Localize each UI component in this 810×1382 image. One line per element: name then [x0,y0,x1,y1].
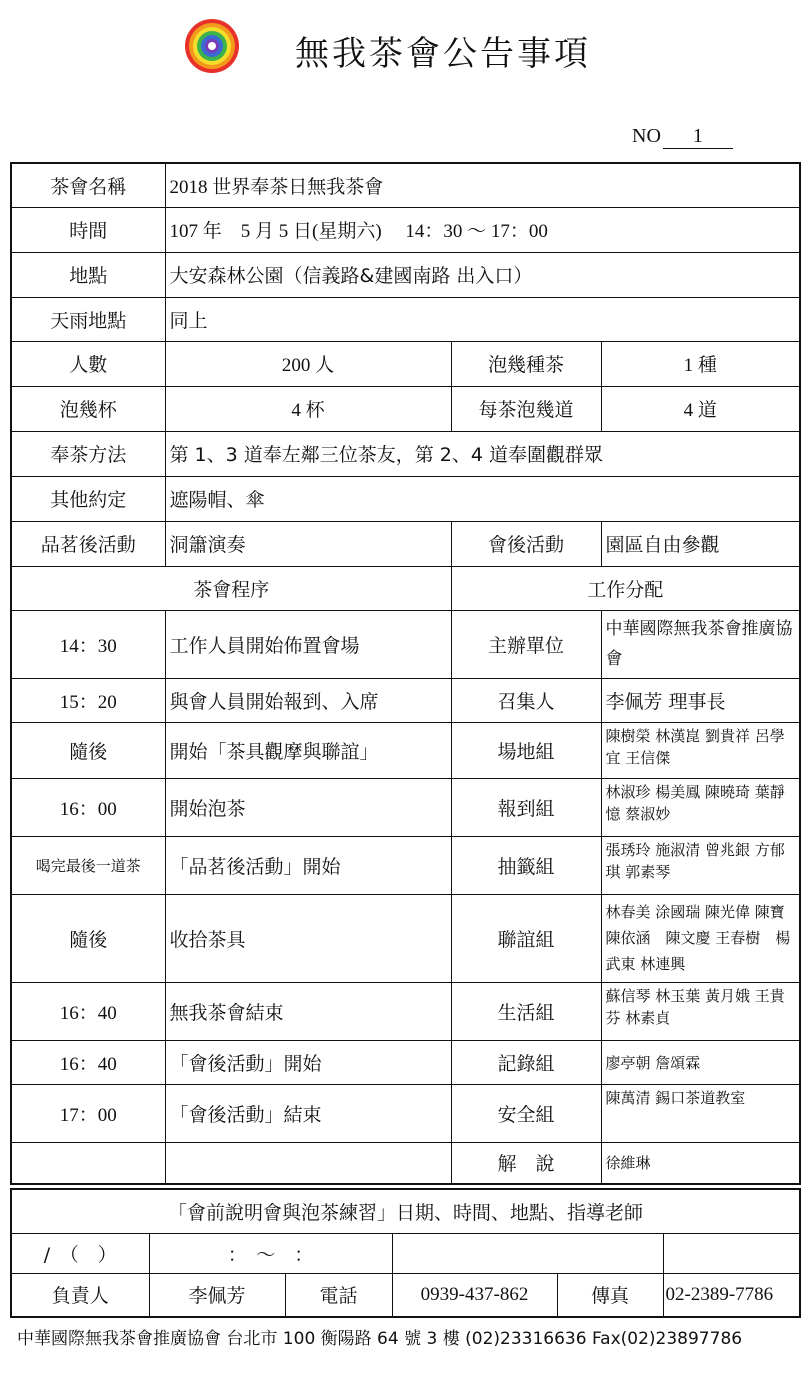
schedule-time: 15：20 [11,678,165,722]
fax-value: 02-2389-7786 [663,1273,800,1317]
other-value: 遮陽帽、傘 [165,476,800,521]
time-label: 時間 [11,207,165,252]
person-value: 李佩芳 [149,1273,285,1317]
pre-meeting-time-blank: ： ～ ： [149,1233,392,1273]
brews-value: 4 道 [601,386,800,431]
pre-meeting-place-blank [392,1233,663,1273]
schedule-event: 「品茗後活動」開始 [165,836,451,894]
pre-meeting-teacher-blank [663,1233,800,1273]
schedule-event: 「會後活動」結束 [165,1084,451,1142]
method-label: 奉茶方法 [11,431,165,476]
other-label: 其他約定 [11,476,165,521]
staff-names: 中華國際無我茶會推廣協會 [601,610,800,678]
staff-names: 徐維琳 [601,1142,800,1184]
schedule-event-empty [165,1142,451,1184]
page-title: 無我茶會公告事項 [295,34,591,74]
staff-role: 抽籤組 [451,836,601,894]
cups-value: 4 杯 [165,386,451,431]
place-label: 地點 [11,252,165,297]
after-tasting-value: 洞簫演奏 [165,521,451,566]
brews-label: 每茶泡幾道 [451,386,601,431]
schedule-time: 17：00 [11,1084,165,1142]
number-value: 1 [663,125,733,149]
tea-meeting-table [10,162,805,1185]
schedule-event: 無我茶會結束 [165,982,451,1040]
rainbow-ring-logo [182,16,242,76]
staff-role: 報到組 [451,778,601,836]
schedule-time: 隨後 [11,894,165,982]
schedule-event: 「會後活動」開始 [165,1040,451,1084]
staff-names: 李佩芳 理事長 [601,678,800,722]
schedule-time: 喝完最後一道茶 [11,836,165,894]
document-number [632,125,733,149]
after-meeting-label: 會後活動 [451,521,601,566]
schedule-time: 16：00 [11,778,165,836]
rain-value: 同上 [165,297,800,341]
tea-types-label: 泡幾種茶 [451,341,601,386]
people-value: 200 人 [165,341,451,386]
pre-meeting-title: 「會前說明會與泡茶練習」日期、時間、地點、指導老師 [11,1189,800,1233]
people-label: 人數 [11,341,165,386]
staff-role: 聯誼組 [451,894,601,982]
staff-names: 蘇信琴 林玉葉 黃月娥 王貴芬 林素貞 [601,982,800,1040]
tea-types-value: 1 種 [601,341,800,386]
schedule-event: 開始泡茶 [165,778,451,836]
cups-label: 泡幾杯 [11,386,165,431]
staff-role: 場地組 [451,722,601,778]
schedule-time: 隨後 [11,722,165,778]
phone-label: 電話 [285,1273,392,1317]
method-value: 第 1、3 道奉左鄰三位茶友，第 2、4 道奉圍觀群眾 [165,431,800,476]
schedule-time: 14：30 [11,610,165,678]
staff-role: 安全組 [451,1084,601,1142]
phone-value: 0939-437-862 [392,1273,557,1317]
schedule-event: 收拾茶具 [165,894,451,982]
staff-names: 陳萬清 錫口茶道教室 [601,1084,800,1142]
staff-role: 召集人 [451,678,601,722]
staff-names: 張琇玲 施淑清 曾兆銀 方郁琪 郭素琴 [601,836,800,894]
person-label: 負責人 [11,1273,149,1317]
after-meeting-value: 園區自由參觀 [601,521,800,566]
place-value: 大安森林公園（信義路&建國南路 出入口） [165,252,800,297]
staff-names: 陳樹榮 林漢崑 劉貴祥 呂學宜 王信傑 [601,722,800,778]
time-value: 107 年 5 月 5 日(星期六) 14：30 ～ 17：00 [165,207,800,252]
pre-meeting-contact-table [10,1188,801,1318]
number-label: NO [632,125,661,147]
name-label: 茶會名稱 [11,163,165,207]
schedule-header: 茶會程序 [11,566,451,610]
staff-names: 廖亭朝 詹頌霖 [601,1040,800,1084]
schedule-time: 16：40 [11,982,165,1040]
schedule-time: 16：40 [11,1040,165,1084]
staff-role: 記錄組 [451,1040,601,1084]
rain-label: 天雨地點 [11,297,165,341]
schedule-event: 開始「茶具觀摩與聯誼」 [165,722,451,778]
schedule-event: 與會人員開始報到、入席 [165,678,451,722]
staff-role: 主辦單位 [451,610,601,678]
footer-address: 中華國際無我茶會推廣協會 台北市 100 衡陽路 64 號 3 樓 (02)23316636 Fax(02)23897786 [17,1329,743,1349]
name-value: 2018 世界奉茶日無我茶會 [165,163,800,207]
staff-header: 工作分配 [451,566,800,610]
staff-names: 林淑珍 楊美鳳 陳曉琦 葉靜憶 蔡淑妙 [601,778,800,836]
schedule-time-empty [11,1142,165,1184]
pre-meeting-date-blank: / （ ） [11,1233,149,1273]
after-tasting-label: 品茗後活動 [11,521,165,566]
staff-names: 林春美 涂國瑞 陳光偉 陳寶 陳依涵 陳文慶 王春樹 楊武東 林連興 [601,894,800,982]
staff-role: 解 說 [451,1142,601,1184]
fax-label: 傳真 [557,1273,663,1317]
staff-role: 生活組 [451,982,601,1040]
schedule-event: 工作人員開始佈置會場 [165,610,451,678]
